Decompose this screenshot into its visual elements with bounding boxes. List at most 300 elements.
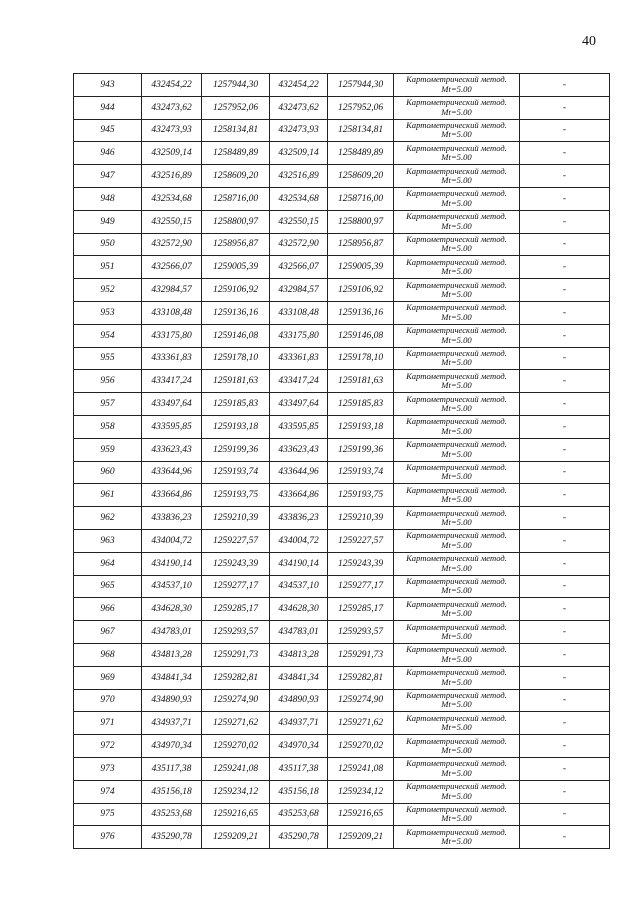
description-cell: - xyxy=(520,324,610,347)
description-cell: - xyxy=(520,529,610,552)
y-existing-cell: 1259106,92 xyxy=(202,279,270,302)
description-cell: - xyxy=(520,233,610,256)
method-name: Картометрический метод. xyxy=(406,165,507,176)
x-specified-cell: 432550,15 xyxy=(270,210,328,233)
method-accuracy: Mt=5.00 xyxy=(441,722,472,733)
x-existing-cell: 434841,34 xyxy=(142,666,202,689)
method-name: Картометрический метод. xyxy=(406,530,507,541)
y-specified-cell: 1259193,75 xyxy=(328,484,394,507)
method-name: Картометрический метод. xyxy=(406,325,507,336)
description-cell: - xyxy=(520,279,610,302)
description-cell: - xyxy=(520,507,610,530)
y-existing-cell: 1259282,81 xyxy=(202,666,270,689)
y-specified-cell: 1259274,90 xyxy=(328,689,394,712)
x-specified-cell: 434004,72 xyxy=(270,529,328,552)
method-accuracy: Mt=5.00 xyxy=(441,767,472,778)
point-number-cell: 959 xyxy=(74,438,142,461)
method-accuracy: Mt=5.00 xyxy=(441,539,472,550)
x-existing-cell: 433175,80 xyxy=(142,324,202,347)
table-row xyxy=(74,233,610,256)
y-existing-cell: 1259216,65 xyxy=(202,803,270,826)
method-cell xyxy=(394,415,520,438)
y-specified-cell: 1259185,83 xyxy=(328,393,394,416)
y-existing-cell: 1259277,17 xyxy=(202,575,270,598)
method-name: Картометрический метод. xyxy=(406,644,507,655)
y-existing-cell: 1259199,36 xyxy=(202,438,270,461)
point-number-cell: 954 xyxy=(74,324,142,347)
method-name: Картометрический метод. xyxy=(406,621,507,632)
point-number-cell: 949 xyxy=(74,210,142,233)
y-existing-cell: 1259210,39 xyxy=(202,507,270,530)
y-specified-cell: 1259210,39 xyxy=(328,507,394,530)
table-row xyxy=(74,142,610,165)
y-specified-cell: 1259005,39 xyxy=(328,256,394,279)
x-specified-cell: 434813,28 xyxy=(270,643,328,666)
y-specified-cell: 1257944,30 xyxy=(328,74,394,97)
x-existing-cell: 433417,24 xyxy=(142,370,202,393)
method-cell xyxy=(394,393,520,416)
description-cell: - xyxy=(520,210,610,233)
method-accuracy: Mt=5.00 xyxy=(441,562,472,573)
y-existing-cell: 1259193,74 xyxy=(202,461,270,484)
x-specified-cell: 432566,07 xyxy=(270,256,328,279)
y-specified-cell: 1258716,00 xyxy=(328,187,394,210)
x-existing-cell: 433623,43 xyxy=(142,438,202,461)
y-specified-cell: 1259293,57 xyxy=(328,621,394,644)
x-specified-cell: 435117,38 xyxy=(270,757,328,780)
y-specified-cell: 1259241,08 xyxy=(328,757,394,780)
method-cell xyxy=(394,689,520,712)
description-cell: - xyxy=(520,826,610,849)
method-cell xyxy=(394,279,520,302)
x-specified-cell: 432534,68 xyxy=(270,187,328,210)
x-specified-cell: 433417,24 xyxy=(270,370,328,393)
x-specified-cell: 434841,34 xyxy=(270,666,328,689)
x-specified-cell: 434190,14 xyxy=(270,552,328,575)
method-accuracy: Mt=5.00 xyxy=(441,745,472,755)
point-number-cell: 951 xyxy=(74,256,142,279)
x-specified-cell: 434890,93 xyxy=(270,689,328,712)
point-number-cell: 945 xyxy=(74,119,142,142)
method-name: Картометрический метод. xyxy=(406,781,507,792)
description-cell: - xyxy=(520,575,610,598)
y-specified-cell: 1259277,17 xyxy=(328,575,394,598)
method-name: Картометрический метод. xyxy=(406,712,507,723)
x-existing-cell: 434190,14 xyxy=(142,552,202,575)
method-accuracy: Mt=5.00 xyxy=(441,220,472,231)
point-number-cell: 943 xyxy=(74,74,142,97)
x-existing-cell: 433836,23 xyxy=(142,507,202,530)
y-specified-cell: 1259291,73 xyxy=(328,643,394,666)
method-cell xyxy=(394,666,520,689)
y-specified-cell: 1259282,81 xyxy=(328,666,394,689)
method-accuracy: Mt=5.00 xyxy=(441,175,472,186)
method-cell xyxy=(394,96,520,119)
method-cell xyxy=(394,74,520,97)
method-accuracy: Mt=5.00 xyxy=(441,243,472,254)
y-existing-cell: 1259285,17 xyxy=(202,598,270,621)
method-name: Картометрический метод. xyxy=(406,667,507,678)
method-name: Картометрический метод. xyxy=(406,553,507,564)
x-existing-cell: 432550,15 xyxy=(142,210,202,233)
method-name: Картометрический метод. xyxy=(406,142,507,153)
y-specified-cell: 1259271,62 xyxy=(328,712,394,735)
x-existing-cell: 435253,68 xyxy=(142,803,202,826)
x-specified-cell: 433664,86 xyxy=(270,484,328,507)
x-specified-cell: 432454,22 xyxy=(270,74,328,97)
table-row xyxy=(74,324,610,347)
y-existing-cell: 1259234,12 xyxy=(202,780,270,803)
description-cell: - xyxy=(520,621,610,644)
point-number-cell: 968 xyxy=(74,643,142,666)
method-cell xyxy=(394,301,520,324)
description-cell: - xyxy=(520,74,610,97)
y-specified-cell: 1259178,10 xyxy=(328,347,394,370)
point-number-cell: 953 xyxy=(74,301,142,324)
method-cell xyxy=(394,187,520,210)
method-name: Картометрический метод. xyxy=(406,393,507,404)
method-cell xyxy=(394,461,520,484)
method-accuracy: Mt=5.00 xyxy=(441,631,472,642)
y-specified-cell: 1259181,63 xyxy=(328,370,394,393)
method-name: Картометрический метод. xyxy=(406,74,507,85)
y-existing-cell: 1259185,83 xyxy=(202,393,270,416)
point-number-cell: 972 xyxy=(74,735,142,758)
y-specified-cell: 1259216,65 xyxy=(328,803,394,826)
y-existing-cell: 1258134,81 xyxy=(202,119,270,142)
method-name: Картометрический метод. xyxy=(406,758,507,769)
description-cell: - xyxy=(520,803,610,826)
method-accuracy: Mt=5.00 xyxy=(441,790,472,801)
method-accuracy: Mt=5.00 xyxy=(441,197,472,208)
point-number-cell: 970 xyxy=(74,689,142,712)
table-row xyxy=(74,780,610,803)
x-specified-cell: 433108,48 xyxy=(270,301,328,324)
method-name: Картометрический метод. xyxy=(406,461,507,472)
description-cell: - xyxy=(520,415,610,438)
x-existing-cell: 432566,07 xyxy=(142,256,202,279)
table-row xyxy=(74,210,610,233)
method-accuracy: Mt=5.00 xyxy=(441,448,472,459)
x-existing-cell: 433664,86 xyxy=(142,484,202,507)
x-specified-cell: 433361,83 xyxy=(270,347,328,370)
description-cell: - xyxy=(520,780,610,803)
method-accuracy: Mt=5.00 xyxy=(441,380,472,391)
x-existing-cell: 432473,93 xyxy=(142,119,202,142)
y-existing-cell: 1259271,62 xyxy=(202,712,270,735)
table-row xyxy=(74,507,610,530)
y-specified-cell: 1259146,08 xyxy=(328,324,394,347)
description-cell: - xyxy=(520,256,610,279)
method-name: Картометрический метод. xyxy=(406,119,507,130)
x-specified-cell: 432984,57 xyxy=(270,279,328,302)
y-specified-cell: 1259199,36 xyxy=(328,438,394,461)
x-specified-cell: 433623,43 xyxy=(270,438,328,461)
x-existing-cell: 432572,90 xyxy=(142,233,202,256)
table-row xyxy=(74,393,610,416)
method-accuracy: Mt=5.00 xyxy=(441,403,472,414)
table-row xyxy=(74,552,610,575)
point-number-cell: 976 xyxy=(74,826,142,849)
point-number-cell: 960 xyxy=(74,461,142,484)
x-existing-cell: 432509,14 xyxy=(142,142,202,165)
x-existing-cell: 434813,28 xyxy=(142,643,202,666)
method-accuracy: Mt=5.00 xyxy=(441,334,472,345)
table-row xyxy=(74,643,610,666)
y-specified-cell: 1259106,92 xyxy=(328,279,394,302)
table-row xyxy=(74,347,610,370)
method-cell xyxy=(394,735,520,758)
y-existing-cell: 1259243,39 xyxy=(202,552,270,575)
x-existing-cell: 435156,18 xyxy=(142,780,202,803)
method-cell xyxy=(394,484,520,507)
method-name: Картометрический метод. xyxy=(406,279,507,290)
description-cell: - xyxy=(520,598,610,621)
y-specified-cell: 1258609,20 xyxy=(328,165,394,188)
y-existing-cell: 1258609,20 xyxy=(202,165,270,188)
point-number-cell: 950 xyxy=(74,233,142,256)
point-number-cell: 952 xyxy=(74,279,142,302)
x-existing-cell: 432454,22 xyxy=(142,74,202,97)
method-cell xyxy=(394,780,520,803)
method-accuracy: Mt=5.00 xyxy=(441,699,472,710)
table-row xyxy=(74,757,610,780)
description-cell: - xyxy=(520,347,610,370)
point-number-cell: 947 xyxy=(74,165,142,188)
y-specified-cell: 1258134,81 xyxy=(328,119,394,142)
x-specified-cell: 433836,23 xyxy=(270,507,328,530)
method-name: Картометрический метод. xyxy=(406,370,507,381)
y-existing-cell: 1259270,02 xyxy=(202,735,270,758)
point-number-cell: 974 xyxy=(74,780,142,803)
x-existing-cell: 434937,71 xyxy=(142,712,202,735)
x-existing-cell: 434628,30 xyxy=(142,598,202,621)
method-accuracy: Mt=5.00 xyxy=(441,425,472,436)
y-specified-cell: 1259285,17 xyxy=(328,598,394,621)
method-name: Картометрический метод. xyxy=(406,256,507,267)
y-existing-cell: 1258489,89 xyxy=(202,142,270,165)
method-cell xyxy=(394,347,520,370)
x-existing-cell: 434890,93 xyxy=(142,689,202,712)
y-existing-cell: 1257952,06 xyxy=(202,96,270,119)
method-accuracy: Mt=5.00 xyxy=(441,471,472,482)
method-name: Картометрический метод. xyxy=(406,735,507,746)
x-existing-cell: 433644,96 xyxy=(142,461,202,484)
table-row xyxy=(74,621,610,644)
coordinates-table xyxy=(73,73,610,849)
x-existing-cell: 432984,57 xyxy=(142,279,202,302)
method-name: Картометрический метод. xyxy=(406,575,507,586)
method-accuracy: Mt=5.00 xyxy=(441,357,472,368)
x-existing-cell: 433595,85 xyxy=(142,415,202,438)
table-row xyxy=(74,301,610,324)
x-specified-cell: 435156,18 xyxy=(270,780,328,803)
point-number-cell: 955 xyxy=(74,347,142,370)
point-number-cell: 962 xyxy=(74,507,142,530)
method-cell xyxy=(394,438,520,461)
y-specified-cell: 1259227,57 xyxy=(328,529,394,552)
y-specified-cell: 1258489,89 xyxy=(328,142,394,165)
method-accuracy: Mt=5.00 xyxy=(441,676,472,687)
table-row xyxy=(74,803,610,826)
x-existing-cell: 434537,10 xyxy=(142,575,202,598)
method-name: Картометрический метод. xyxy=(406,507,507,518)
point-number-cell: 971 xyxy=(74,712,142,735)
description-cell: - xyxy=(520,666,610,689)
table-row xyxy=(74,256,610,279)
method-accuracy: Mt=5.00 xyxy=(441,653,472,664)
description-cell: - xyxy=(520,757,610,780)
x-specified-cell: 433644,96 xyxy=(270,461,328,484)
description-cell: - xyxy=(520,461,610,484)
description-cell: - xyxy=(520,301,610,324)
y-existing-cell: 1259193,18 xyxy=(202,415,270,438)
table-row xyxy=(74,826,610,849)
y-specified-cell: 1259243,39 xyxy=(328,552,394,575)
method-accuracy: Mt=5.00 xyxy=(441,289,472,300)
table-row xyxy=(74,598,610,621)
x-specified-cell: 432516,89 xyxy=(270,165,328,188)
point-number-cell: 966 xyxy=(74,598,142,621)
y-existing-cell: 1257944,30 xyxy=(202,74,270,97)
method-accuracy: Mt=5.00 xyxy=(441,494,472,505)
x-specified-cell: 433175,80 xyxy=(270,324,328,347)
method-name: Картометрический метод. xyxy=(406,347,507,358)
description-cell: - xyxy=(520,735,610,758)
method-accuracy: Mt=5.00 xyxy=(441,266,472,277)
point-number-cell: 948 xyxy=(74,187,142,210)
method-cell xyxy=(394,552,520,575)
x-existing-cell: 434783,01 xyxy=(142,621,202,644)
point-number-cell: 967 xyxy=(74,621,142,644)
point-number-cell: 964 xyxy=(74,552,142,575)
description-cell: - xyxy=(520,484,610,507)
x-existing-cell: 435290,78 xyxy=(142,826,202,849)
y-existing-cell: 1259005,39 xyxy=(202,256,270,279)
description-cell: - xyxy=(520,438,610,461)
method-name: Картометрический метод. xyxy=(406,211,507,222)
description-cell: - xyxy=(520,370,610,393)
x-specified-cell: 434537,10 xyxy=(270,575,328,598)
table-row xyxy=(74,484,610,507)
table-row xyxy=(74,187,610,210)
y-specified-cell: 1259209,21 xyxy=(328,826,394,849)
method-name: Картометрический метод. xyxy=(406,439,507,450)
table-row xyxy=(74,119,610,142)
point-number-cell: 963 xyxy=(74,529,142,552)
method-accuracy: Mt=5.00 xyxy=(441,585,472,596)
x-existing-cell: 433361,83 xyxy=(142,347,202,370)
x-specified-cell: 432473,93 xyxy=(270,119,328,142)
y-existing-cell: 1258716,00 xyxy=(202,187,270,210)
description-cell: - xyxy=(520,96,610,119)
x-specified-cell: 434783,01 xyxy=(270,621,328,644)
point-number-cell: 957 xyxy=(74,393,142,416)
description-cell: - xyxy=(520,165,610,188)
x-specified-cell: 434937,71 xyxy=(270,712,328,735)
y-existing-cell: 1259293,57 xyxy=(202,621,270,644)
method-name: Картометрический метод. xyxy=(406,689,507,700)
point-number-cell: 965 xyxy=(74,575,142,598)
method-cell xyxy=(394,529,520,552)
point-number-cell: 973 xyxy=(74,757,142,780)
y-specified-cell: 1259234,12 xyxy=(328,780,394,803)
method-cell xyxy=(394,826,520,849)
description-cell: - xyxy=(520,187,610,210)
y-existing-cell: 1259241,08 xyxy=(202,757,270,780)
method-cell xyxy=(394,165,520,188)
method-cell xyxy=(394,598,520,621)
description-cell: - xyxy=(520,119,610,142)
point-number-cell: 975 xyxy=(74,803,142,826)
method-name: Картометрический метод. xyxy=(406,97,507,108)
method-cell xyxy=(394,507,520,530)
method-cell xyxy=(394,621,520,644)
description-cell: - xyxy=(520,393,610,416)
method-cell xyxy=(394,142,520,165)
table-row xyxy=(74,74,610,97)
table-row xyxy=(74,415,610,438)
method-accuracy: Mt=5.00 xyxy=(441,106,472,117)
y-existing-cell: 1259181,63 xyxy=(202,370,270,393)
x-specified-cell: 435290,78 xyxy=(270,826,328,849)
y-existing-cell: 1259291,73 xyxy=(202,643,270,666)
x-specified-cell: 435253,68 xyxy=(270,803,328,826)
table-row xyxy=(74,689,610,712)
x-existing-cell: 434970,34 xyxy=(142,735,202,758)
point-number-cell: 969 xyxy=(74,666,142,689)
x-existing-cell: 435117,38 xyxy=(142,757,202,780)
x-specified-cell: 434628,30 xyxy=(270,598,328,621)
method-cell xyxy=(394,370,520,393)
x-specified-cell: 432509,14 xyxy=(270,142,328,165)
y-existing-cell: 1258956,87 xyxy=(202,233,270,256)
y-existing-cell: 1259136,16 xyxy=(202,301,270,324)
method-name: Картометрический метод. xyxy=(406,598,507,609)
method-accuracy: Mt=5.00 xyxy=(441,311,472,322)
y-specified-cell: 1258800,97 xyxy=(328,210,394,233)
x-existing-cell: 432534,68 xyxy=(142,187,202,210)
method-cell xyxy=(394,324,520,347)
y-existing-cell: 1258800,97 xyxy=(202,210,270,233)
table-row xyxy=(74,529,610,552)
x-existing-cell: 434004,72 xyxy=(142,529,202,552)
description-cell: - xyxy=(520,142,610,165)
table-row xyxy=(74,735,610,758)
method-cell xyxy=(394,757,520,780)
x-specified-cell: 432473,62 xyxy=(270,96,328,119)
table-row xyxy=(74,165,610,188)
x-specified-cell: 432572,90 xyxy=(270,233,328,256)
y-specified-cell: 1259136,16 xyxy=(328,301,394,324)
description-cell: - xyxy=(520,643,610,666)
description-cell: - xyxy=(520,712,610,735)
method-accuracy: Mt=5.00 xyxy=(441,836,472,847)
method-accuracy: Mt=5.00 xyxy=(441,129,472,140)
description-cell: - xyxy=(520,689,610,712)
y-existing-cell: 1259178,10 xyxy=(202,347,270,370)
method-cell xyxy=(394,119,520,142)
y-existing-cell: 1259227,57 xyxy=(202,529,270,552)
method-name: Картометрический метод. xyxy=(406,302,507,313)
method-cell xyxy=(394,575,520,598)
point-number-cell: 958 xyxy=(74,415,142,438)
y-specified-cell: 1259270,02 xyxy=(328,735,394,758)
point-number-cell: 961 xyxy=(74,484,142,507)
point-number-cell: 946 xyxy=(74,142,142,165)
x-specified-cell: 433497,64 xyxy=(270,393,328,416)
point-number-cell: 944 xyxy=(74,96,142,119)
